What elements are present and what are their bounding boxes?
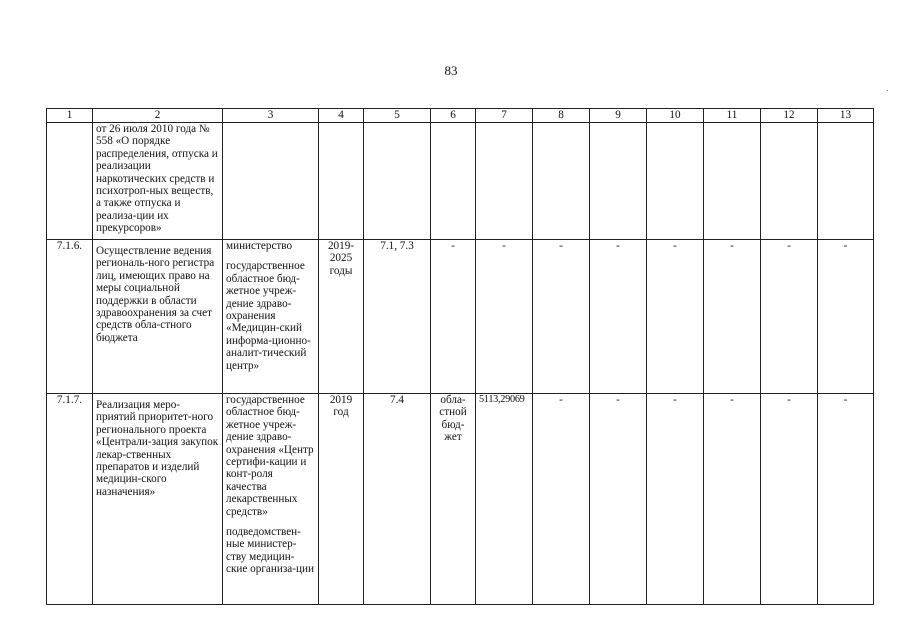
indicators: 7.1, 7.3 [364, 240, 431, 394]
year-cell: - [704, 394, 761, 605]
column-number-row [47, 109, 874, 123]
column-header: 2 [93, 109, 223, 123]
year-cell [818, 123, 874, 240]
column-header: 10 [647, 109, 704, 123]
period: 2019-2025 годы [319, 240, 364, 394]
column-header: 11 [704, 109, 761, 123]
executor [223, 394, 319, 605]
column-header: 6 [431, 109, 476, 123]
funding-amount [476, 123, 533, 240]
executor [223, 240, 319, 394]
funding-amount: - [476, 240, 533, 394]
funding-source: - [431, 240, 476, 394]
year-cell: - [761, 394, 818, 605]
funding-source: обла-стной бюд-жет [431, 394, 476, 605]
column-header: 4 [319, 109, 364, 123]
period [319, 123, 364, 240]
period: 2019 год [319, 394, 364, 605]
year-cell [647, 123, 704, 240]
year-cell [533, 123, 590, 240]
year-cell [704, 123, 761, 240]
funding-source [431, 123, 476, 240]
table-row [47, 240, 874, 394]
executor [223, 123, 319, 240]
executor-primary: министерство [226, 240, 293, 252]
column-header: 12 [761, 109, 818, 123]
year-cell: - [590, 394, 647, 605]
year-cell: - [533, 394, 590, 605]
indicators [364, 123, 431, 240]
column-header: 3 [223, 109, 319, 123]
executor-secondary: подведомствен-ные министер-ству медицин-ские организа-ции [226, 526, 314, 576]
activity-name: Осуществление ведения региональ-ного регистра лиц, имеющих право на меры социальной поддержки в области здравоохранения за счет средств обла-стного бюджета [93, 240, 223, 394]
year-cell: - [647, 394, 704, 605]
year-cell: - [818, 240, 874, 394]
table-row [47, 394, 874, 605]
column-header: 7 [476, 109, 533, 123]
column-header: 5 [364, 109, 431, 123]
scan-speck [887, 90, 888, 91]
table-row [47, 123, 874, 240]
executor-secondary: государственное областное бюд-жетное учреж-дение здраво-охранения «Медицин-ский информа-ционно-аналит-тический центр» [226, 260, 311, 372]
year-cell [761, 123, 818, 240]
page-number: 83 [444, 63, 458, 78]
activity-number: 7.1.7. [47, 394, 93, 605]
year-cell: - [590, 240, 647, 394]
executor-primary: государственное областное бюд-жетное учреж-дение здраво-охранения «Центр сертифи-кации и конт-роля качества лекарственных средств» [226, 394, 314, 518]
activity-name: от 26 июля 2010 года № 558 «О порядке распределения, отпуска и реализации наркотических средств и психотроп-ных веществ, а также отпуска и реализа-ции их прекурсоров» [93, 123, 223, 240]
column-header: 1 [47, 109, 93, 123]
column-header: 9 [590, 109, 647, 123]
year-cell [590, 123, 647, 240]
year-cell: - [533, 240, 590, 394]
year-cell: - [818, 394, 874, 605]
funding-amount: 5113,29069 [476, 394, 533, 605]
activity-number [47, 123, 93, 240]
column-header: 8 [533, 109, 590, 123]
year-cell: - [761, 240, 818, 394]
program-activities-table [46, 108, 874, 605]
column-header: 13 [818, 109, 874, 123]
year-cell: - [704, 240, 761, 394]
activity-name: Реализация меро-приятий приоритет-ного регионального проекта «Централи-зация закупок лекар-ственных препаратов и изделий медицин-ского назначения» [93, 394, 223, 605]
indicators: 7.4 [364, 394, 431, 605]
activity-number: 7.1.6. [47, 240, 93, 394]
year-cell: - [647, 240, 704, 394]
